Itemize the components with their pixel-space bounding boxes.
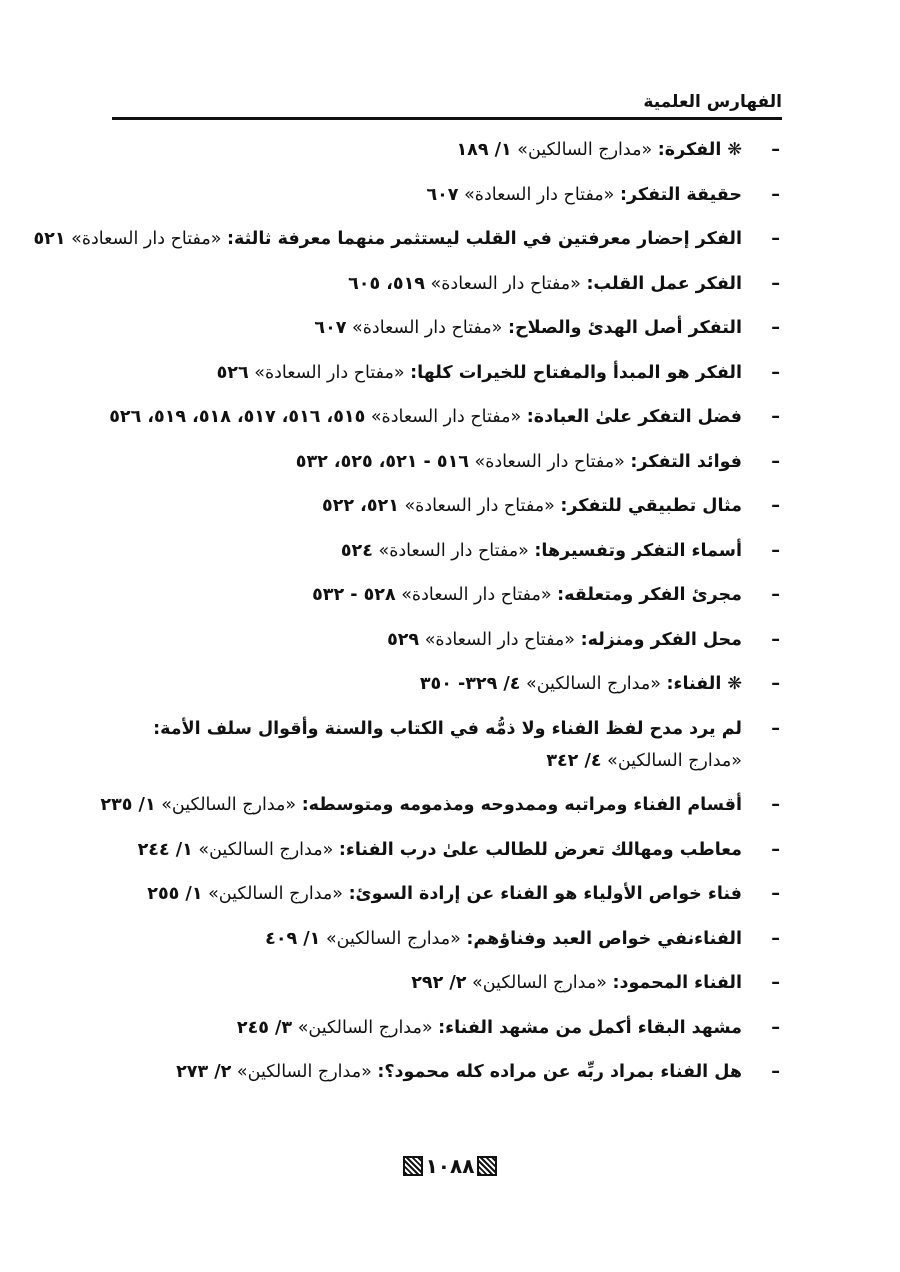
dash-icon: – xyxy=(771,273,780,294)
dash-icon: – xyxy=(771,795,780,815)
entry-source: «مفتاح دار السعادة» xyxy=(370,407,522,427)
dash-icon: – xyxy=(771,674,780,694)
asterisk-icon: ❋ xyxy=(727,140,742,160)
index-entry xyxy=(100,179,780,211)
index-entry xyxy=(100,312,780,344)
entry-pages: ٢/ ٢٩٢ xyxy=(411,973,467,993)
entry-source: «مفتاح دار السعادة» xyxy=(464,184,615,205)
entry-term: فناء خواص الأولياء هو الفناء عن إرادة السوئ: xyxy=(348,884,742,904)
header-title: الفهارس العلمية xyxy=(643,92,782,112)
entry-term: مثال تطبيقي للتفكر: xyxy=(560,496,742,516)
entry-source: «مدارج السالكين» xyxy=(236,1062,372,1082)
entry-pages: ٦٠٧ xyxy=(426,184,459,205)
entry-pages: ١/ ٢٤٤ xyxy=(137,839,193,860)
dash-icon: – xyxy=(771,1062,780,1082)
entry-term: الفكرة: xyxy=(657,140,722,160)
entry-pages: ٥١٥، ٥١٦، ٥١٧، ٥١٨، ٥١٩، ٥٢٦ xyxy=(109,407,366,427)
index-entry xyxy=(100,967,780,999)
entry-term: أسماء التفكر وتفسيرها: xyxy=(534,540,742,561)
entry-pages: ٥٢٤ xyxy=(340,540,373,561)
entry-source: «مفتاح دار السعادة» xyxy=(424,629,576,650)
entry-source: «مفتاح دار السعادة» xyxy=(401,585,552,605)
dash-icon: – xyxy=(771,362,780,383)
entry-term: لم يرد مدح لفظ الفناء ولا ذمُّه في الكتاب والسنة وأقوال سلف الأمة: xyxy=(153,718,742,739)
index-entry xyxy=(100,535,780,567)
page-header xyxy=(112,86,782,120)
entry-source: «مدارج السالكين» xyxy=(325,928,461,949)
entry-term: معاطب ومهالك تعرض للطالب علىٰ درب الفناء: xyxy=(338,839,742,860)
entry-pages: ٥١٦ - ٥٢١، ٥٢٥، ٥٣٢ xyxy=(295,451,469,472)
dash-icon: – xyxy=(771,839,780,860)
index-entry xyxy=(100,268,780,300)
index-entry xyxy=(100,490,780,522)
index-entry xyxy=(100,878,780,910)
dash-icon: – xyxy=(771,540,780,561)
entry-source: «مفتاح دار السعادة» xyxy=(378,540,529,561)
dash-icon: – xyxy=(771,318,780,338)
index-entry xyxy=(100,1012,780,1044)
entry-source: «مدارج السالكين» xyxy=(297,1017,433,1038)
entry-term: الفناء المحمود: xyxy=(612,973,742,993)
ornament-icon xyxy=(477,1156,497,1176)
dash-icon: – xyxy=(771,928,780,949)
entry-pages: ٤/ ٣٢٩- ٣٥٠ xyxy=(419,674,521,694)
index-entry xyxy=(100,713,780,777)
entry-source: «مدارج السالكين» xyxy=(208,884,343,904)
entry-term: الفناءنفي خواص العبد وفناؤهم: xyxy=(466,928,742,949)
entry-source: «مدارج السالكين» xyxy=(161,795,297,815)
entry-pages: ٥٢٩ xyxy=(387,629,420,650)
entry-source: «مدارج السالكين» xyxy=(472,973,607,993)
dash-icon: – xyxy=(771,496,780,516)
dash-icon: – xyxy=(771,884,780,904)
entry-term: الفكر عمل القلب: xyxy=(586,273,742,294)
index-entry xyxy=(100,834,780,866)
header-rule xyxy=(112,117,782,120)
entry-term: الفكر إحضار معرفتين في القلب ليستثمر منهما معرفة ثالثة: xyxy=(227,229,742,249)
entry-term: الفناء: xyxy=(666,674,722,694)
dash-icon: – xyxy=(771,140,780,160)
page-number: ١٠٨٨ xyxy=(425,1154,475,1178)
page-footer xyxy=(0,1154,900,1178)
entry-pages: ٥٢١ xyxy=(33,229,66,249)
entry-term: أقسام الفناء ومراتبه وممدوحه ومذمومه ومتوسطه: xyxy=(301,795,742,815)
index-entry xyxy=(100,923,780,955)
entry-pages: ٢/ ٢٧٣ xyxy=(176,1062,232,1082)
dash-icon: – xyxy=(771,407,780,427)
entry-term: هل الفناء بمراد ربِّه عن مراده كله محمود؟: xyxy=(377,1062,742,1082)
index-entry xyxy=(100,401,780,433)
index-entry xyxy=(100,1056,780,1088)
entry-term: محل الفكر ومنزله: xyxy=(580,629,742,650)
entry-source: «مفتاح دار السعادة» xyxy=(474,451,625,472)
entry-source: «مدارج السالكين» xyxy=(198,839,334,860)
entry-source: «مفتاح دار السعادة» xyxy=(404,496,555,516)
dash-icon: – xyxy=(771,1017,780,1038)
index-list xyxy=(33,134,780,1101)
index-entry xyxy=(100,579,780,611)
entry-source: «مدارج السالكين» xyxy=(526,674,661,694)
entry-pages: ٥١٩، ٦٠٥ xyxy=(348,273,425,294)
entry-pages: ١/ ١٨٩ xyxy=(456,140,512,160)
dash-icon: – xyxy=(771,718,780,739)
entry-pages: ٥٢٨ - ٥٣٢ xyxy=(312,585,396,605)
entry-pages: ٣/ ٢٤٥ xyxy=(236,1017,293,1038)
dash-icon: – xyxy=(771,184,780,205)
ornament-icon xyxy=(403,1156,423,1176)
entry-source: «مدارج السالكين» xyxy=(607,750,742,771)
index-entry xyxy=(100,134,780,166)
dash-icon: – xyxy=(771,451,780,472)
index-entry xyxy=(33,223,780,255)
entry-pages: ١/ ٤٠٩ xyxy=(265,928,321,949)
entry-term: فوائد التفكر: xyxy=(630,451,742,472)
dash-icon: – xyxy=(771,585,780,605)
entry-source: «مفتاح دار السعادة» xyxy=(254,362,405,383)
entry-term: فضل التفكر علىٰ العبادة: xyxy=(526,407,742,427)
entry-term: التفكر أصل الهدئ والصلاح: xyxy=(507,318,742,338)
index-entry xyxy=(100,446,780,478)
entry-source: «مفتاح دار السعادة» xyxy=(430,273,581,294)
entry-term: حقيقة التفكر: xyxy=(619,184,742,205)
dash-icon: – xyxy=(771,973,780,993)
entry-term: مجرئ الفكر ومتعلقه: xyxy=(557,585,742,605)
entry-pages: ٤/ ٣٤٢ xyxy=(546,750,602,771)
entry-term: مشهد البقاء أكمل من مشهد الفناء: xyxy=(438,1017,742,1038)
entry-term: الفكر هو المبدأ والمفتاح للخيرات كلها: xyxy=(410,362,742,383)
index-entry xyxy=(100,789,780,821)
index-entry xyxy=(100,357,780,389)
entry-pages: ٦٠٧ xyxy=(314,318,347,338)
asterisk-icon: ❋ xyxy=(727,674,742,694)
entry-pages: ٥٢١، ٥٢٢ xyxy=(322,496,399,516)
dash-icon: – xyxy=(771,629,780,650)
index-entry xyxy=(100,668,780,700)
entry-source: «مدارج السالكين» xyxy=(517,140,653,160)
entry-pages: ١/ ٢٥٥ xyxy=(147,884,203,904)
entry-source: «مفتاح دار السعادة» xyxy=(352,318,503,338)
entry-pages: ٥٢٦ xyxy=(216,362,249,383)
index-entry xyxy=(100,624,780,656)
dash-icon: – xyxy=(771,229,780,249)
entry-source: «مفتاح دار السعادة» xyxy=(71,229,222,249)
entry-pages: ١/ ٢٣٥ xyxy=(100,795,156,815)
